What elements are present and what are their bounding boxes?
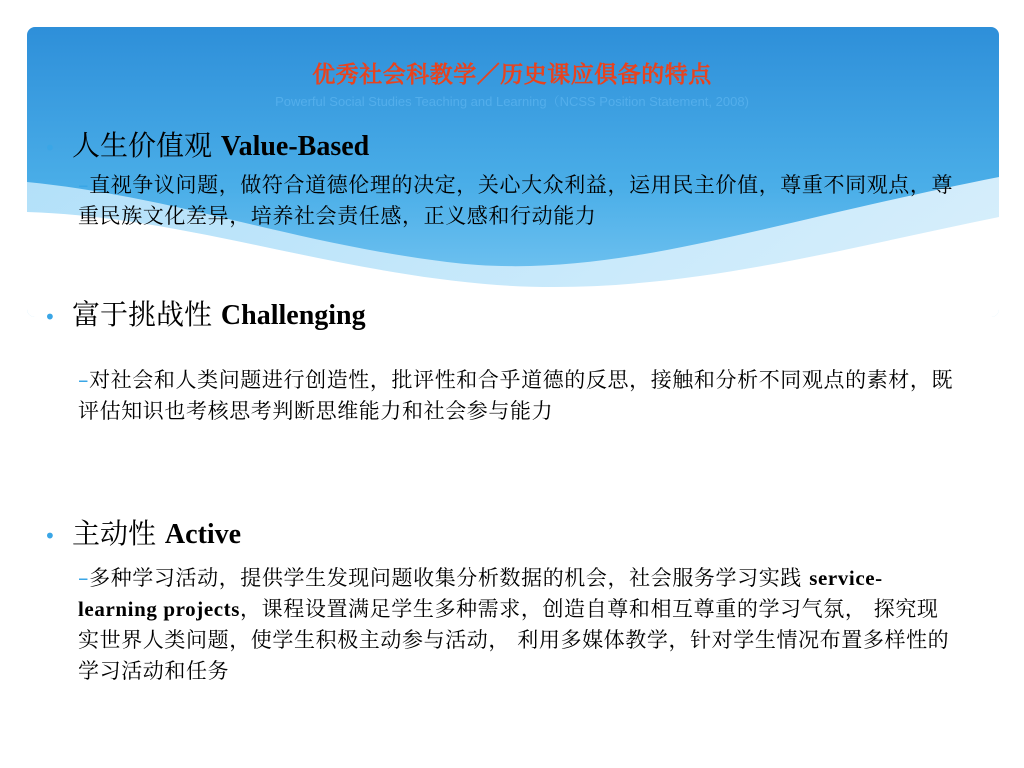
- heading-en: Active: [164, 519, 242, 550]
- dash-marker: –: [78, 368, 90, 392]
- heading-zh: 主动性: [72, 517, 157, 550]
- bullet-value-based: [44, 124, 984, 164]
- sub-point-text: 直视争议问题，做符合道德伦理的决定，关心大众利益，运用民主价值，尊重不同观点，尊重民族文化差异，培养社会责任感，正义感和行动能力: [78, 173, 954, 228]
- slide-subtitle: Powerful Social Studies Teaching and Learning（NCSS Position Statement, 2008): [275, 94, 749, 109]
- sub-point-text: 多种学习活动，提供学生发现问题收集分析数据的机会，社会服务学习实践: [89, 566, 810, 590]
- sub-point-challenging: [78, 365, 958, 427]
- bullet-heading: [72, 293, 366, 333]
- heading-en: Value-Based: [220, 131, 370, 162]
- dash-marker: –: [78, 566, 90, 590]
- bullet-heading: [72, 124, 369, 164]
- bullet-dot-icon: •: [44, 524, 56, 548]
- bullet-dot-icon: •: [44, 305, 56, 329]
- heading-en: Challenging: [220, 300, 366, 331]
- sub-point-text-cont: ，课程设置满足学生多种需求，创造自尊和相互尊重的学习气氛， 探究现实世界人类问题，使学生积极主动参与活动， 利用多媒体教学，针对学生情况布置多样性的学习活动和任务: [78, 597, 950, 683]
- sub-point-english-term: service-learning projects: [78, 566, 883, 621]
- bullet-active: [44, 512, 984, 552]
- bullet-challenging: [44, 293, 984, 333]
- heading-zh: 富于挑战性: [72, 298, 213, 331]
- sub-point-active: [78, 563, 958, 687]
- sub-point-value-based: [78, 170, 958, 232]
- heading-zh: 人生价值观: [72, 129, 213, 162]
- bullet-dot-icon: •: [44, 136, 56, 160]
- sub-point-text: 对社会和人类问题进行创造性，批评性和合乎道德的反思，接触和分析不同观点的素材，既评估知识也考核思考判断思维能力和社会参与能力: [78, 368, 954, 423]
- bullet-heading: [72, 512, 241, 552]
- slide-title: 优秀社会科教学／历史课应俱备的特点: [312, 62, 712, 88]
- dash-marker: –: [78, 173, 90, 197]
